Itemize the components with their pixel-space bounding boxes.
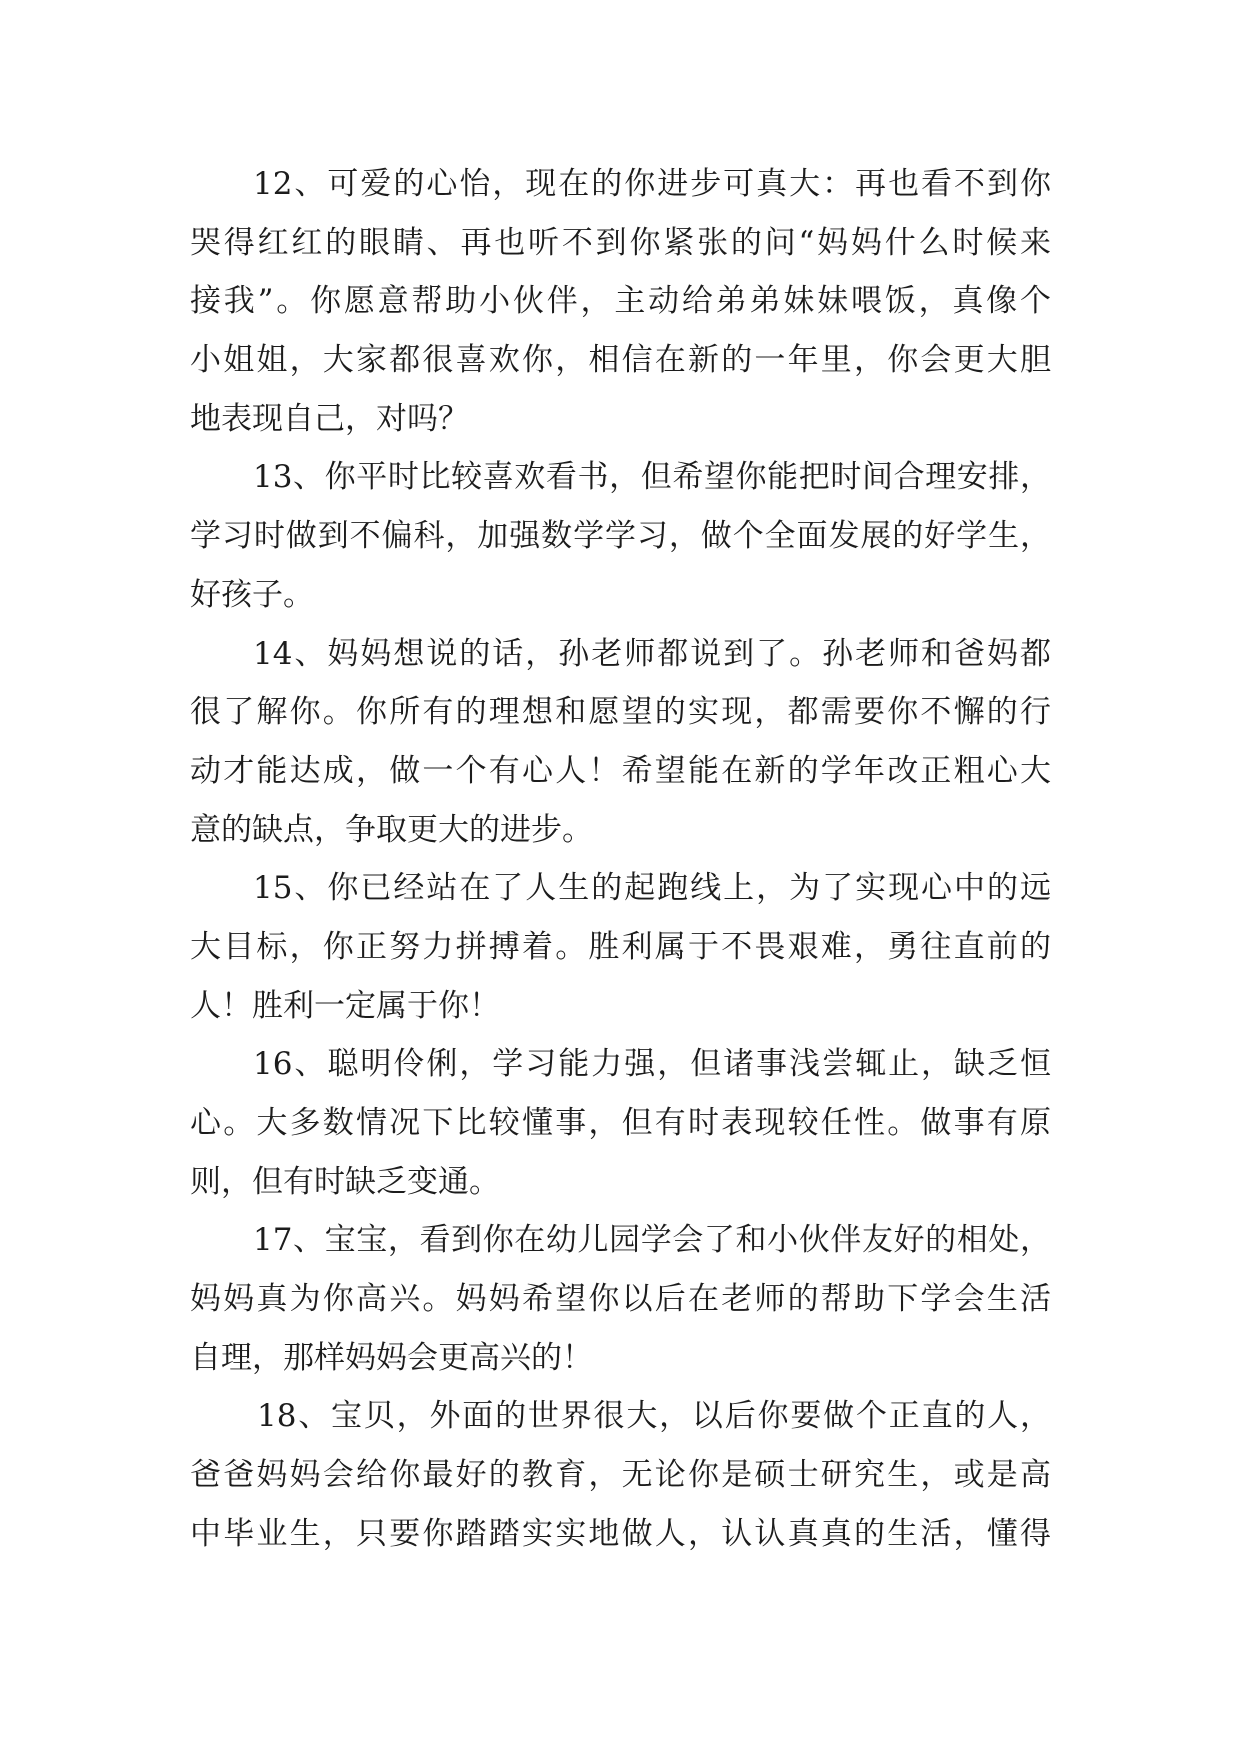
text-line: 接我”。你愿意帮助小伙伴，主动给弟弟妹妹喂饭，真像个 (190, 283, 1051, 320)
text-line: 很了解你。你所有的理想和愿望的实现，都需要你不懈的行 (190, 694, 1051, 731)
text-line: 人！胜利一定属于你！ (190, 987, 500, 1024)
text-line: 12、可爱的心怡，现在的你进步可真大：再也看不到你 (253, 166, 1051, 202)
document-body (190, 155, 1051, 1564)
text-line: 则，但有时缺乏变通。 (190, 1163, 500, 1200)
text-line: 15、你已经站在了人生的起跑线上，为了实现心中的远 (253, 870, 1051, 907)
text-line: 13、你平时比较喜欢看书，但希望你能把时间合理安排， (253, 459, 1051, 496)
text-line: 哭得红红的眼睛、再也听不到你紧张的问“妈妈什么时候来 (190, 224, 1051, 261)
text-line: 学习时做到不偏科，加强数学学习，做个全面发展的好学生， (190, 518, 1051, 555)
text-line: 18、宝贝，外面的世界很大，以后你要做个正直的人， (257, 1398, 1051, 1435)
text-line: 16、聪明伶俐，学习能力强，但诸事浅尝辄止，缺乏恒 (253, 1046, 1051, 1083)
text-line: 自理，那样妈妈会更高兴的！ (190, 1339, 593, 1376)
text-line: 14、妈妈想说的话，孙老师都说到了。孙老师和爸妈都 (253, 635, 1051, 672)
paragraph-17 (190, 1211, 1051, 1387)
paragraph-13 (190, 448, 1051, 624)
paragraph-16 (190, 1035, 1051, 1211)
paragraph-14 (190, 625, 1051, 860)
text-line: 心。大多数情况下比较懂事，但有时表现较任性。做事有原 (190, 1105, 1051, 1141)
text-line: 大目标，你正努力拼搏着。胜利属于不畏艰难，勇往直前的 (190, 928, 1051, 965)
text-line: 好孩子。 (190, 576, 314, 613)
text-line: 小姐姐，大家都很喜欢你，相信在新的一年里，你会更大胆 (190, 342, 1051, 379)
paragraph-15 (190, 859, 1051, 1035)
text-line: 爸爸妈妈会给你最好的教育，无论你是硕士研究生，或是高 (190, 1457, 1051, 1494)
text-line: 17、宝宝，看到你在幼儿园学会了和小伙伴友好的相处， (253, 1222, 1051, 1259)
text-line: 意的缺点，争取更大的进步。 (190, 811, 593, 848)
text-line: 妈妈真为你高兴。妈妈希望你以后在老师的帮助下学会生活 (190, 1281, 1051, 1318)
text-line: 中毕业生，只要你踏踏实实地做人，认认真真的生活，懂得 (190, 1515, 1051, 1552)
text-line: 地表现自己，对吗？ (190, 400, 469, 437)
text-line: 动才能达成，做一个有心人！希望能在新的学年改正粗心大 (190, 752, 1051, 789)
paragraph-12 (190, 155, 1051, 448)
paragraph-18 (190, 1387, 1051, 1563)
